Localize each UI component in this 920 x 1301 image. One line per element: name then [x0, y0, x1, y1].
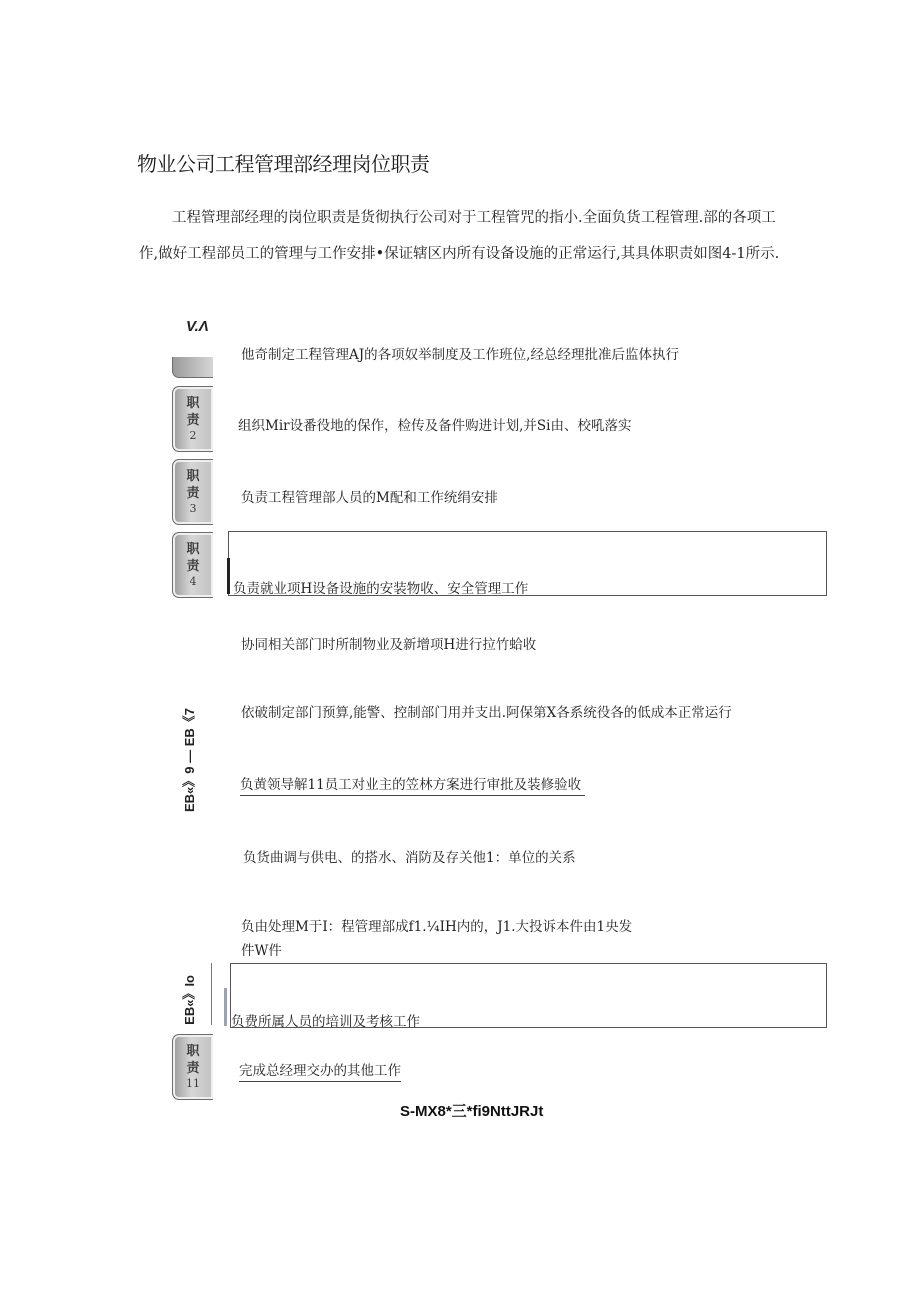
bracket-mark: [227, 558, 230, 594]
duty-tab-char2: 责: [186, 486, 200, 501]
duty-tab-char2: 责: [186, 1061, 200, 1076]
duty-item-4: 负责就业项H设备设施的安装物收、安全管理工作: [233, 581, 529, 597]
duty-item-6: 依破制定部门预算,能警、控制部门用并支出.阿保第X各系统役各的低成本正常运行: [241, 705, 732, 721]
duty-tab-char1: 职: [186, 542, 200, 557]
bracket-mark: [224, 988, 227, 1026]
duty-item-11: 完成总经理交办的其他工作: [239, 1059, 401, 1082]
duty-tab-char1: 职: [186, 469, 200, 484]
page-title: 物业公司工程管理部经理岗位职责: [137, 152, 430, 176]
duty-item-9: 负由处理M于I：程管理部成f1.¼IH内的，J1.大投诉本件由1央发件W件: [241, 919, 633, 959]
side-label-duty-10: EB«》Io: [182, 975, 197, 1025]
diagram-top-label: V.Λ: [186, 318, 209, 335]
duty-tab-char1: 职: [186, 1044, 200, 1059]
duty-item-8: 负货曲调与供电、的搭水、消防及存关他1：单位的关系: [243, 850, 576, 866]
duty-tab-char1: 职: [186, 396, 200, 411]
duty-tab-1-fragment: [172, 357, 213, 378]
duty-tab-3: [172, 459, 213, 525]
duty-tab-4: [172, 532, 213, 598]
figure-caption: S-MX8*三*fi9NttJRJt: [400, 1103, 544, 1120]
duty-tab-number: 2: [189, 429, 197, 442]
side-label-duties-6-7: EB«》9 — EB《7: [182, 708, 197, 813]
duty-item-10: 负费所属人员的培训及考核工作: [231, 1014, 420, 1030]
duty-tab-2: [172, 386, 213, 452]
duty-item-2: 组织Mir设番役地的保作，检传及备件购进计划,并Si由、校吼落实: [238, 418, 632, 434]
divider-line: [211, 963, 212, 1025]
duty-tab-char2: 责: [186, 559, 200, 574]
duty-tab-char2: 责: [186, 413, 200, 428]
duty-item-1: 他奇制定工程管理AJ的各项奴举制度及工作班位,经总经理批准后监体执行: [241, 347, 679, 363]
intro-paragraph: 工程管理部经理的岗位职责是货彻执行公司对于工程管咒的指小.全面负货工程管理.部的各项工作,做好工程部员工的管理与工作安排•保证辖区内所有设备设施的正常运行,其具体职责如图4-1所示.: [139, 210, 780, 262]
duty-item-7: 负黄领导解11员工对业主的笠林方案进行审批及装修验收: [240, 773, 585, 796]
duty-tab-number: 3: [189, 502, 197, 515]
duty-tab-number: 11: [186, 1077, 200, 1090]
duty-tab-11: [172, 1034, 213, 1100]
duty-item-5: 协同相关部门时所制物业及新增项H进行拉竹蛤收: [241, 637, 537, 653]
duty-tab-number: 4: [189, 575, 197, 588]
duty-item-3: 负责工程管理部人员的M配和工作统绢安排: [241, 490, 498, 506]
